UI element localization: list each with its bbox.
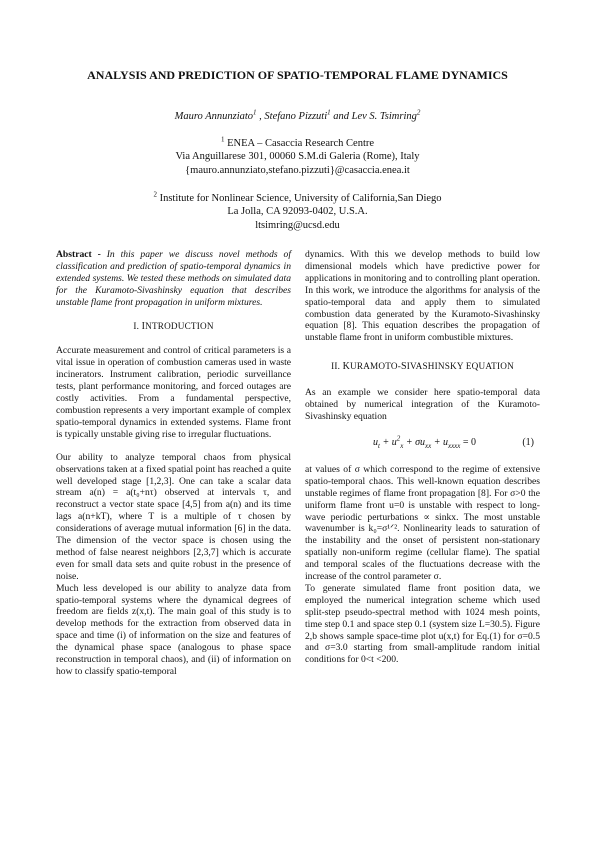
affiliation-email: {mauro.annunziato,stefano.pizzuti}@casaccia.enea.it [185,164,410,176]
author-name: Stefano Pizzuti [264,111,328,122]
section-title-rest: IVASHINSKY EQUATION [406,361,514,372]
body-paragraph: at values of σ which correspond to the regime of extensive spatio-temporal chaos. This well-known equation describes unstable regimes of flame front propagation [8]. For σ>0 the uniform flame front u=0 is unstable with respect to long-wave periodic perturbations ∝ sinkx. The most unstable wavenumber is k₀=σ¹ᐟ². Nonlinearity leads to saturation of the instability and the onset of persistent non-stationary spatially non-uniform regime (cellular flame). The spatial and temporal scales of the fluctuations decrease with the increase of the control parameter σ. [305,463,540,583]
section-initial: K [342,361,351,373]
author-separator: , [256,111,265,122]
section-initial: I [141,320,146,332]
section-title-rest: URAMOTO [350,361,398,372]
affiliation-mark: 2 [153,190,157,199]
author-affil-mark: 1 [253,108,257,117]
affiliation-address: La Jolla, CA 92093-0402, U.S.A. [227,206,368,218]
body-paragraph: Much less developed is our ability to analyze data from spatio-temporal systems where the dynamical degrees of freedom are fields z(x,t). The main goal of this study is to develop methods for the extraction from observed data in space and time (i) of information on the size and features of the dynamical phase space (analogous to phase space reconstruction in temporal chaos), and (ii) of information on how to classify spatio-temporal [56,582,291,677]
abstract-text: In this paper we discuss novel methods of classification and prediction of spatio-temporal dynamics in extended systems. We tested these methods on simulated data for the Kuramoto-Sivashinsky equation that describes unstable flame front propagation in uniform mixtures. [56,249,291,308]
abstract-label: Abstract - [56,249,101,260]
affiliation-2 [60,192,535,232]
body-paragraph: dynamics. With this we develop methods to build low dimensional models which have predictive power for applications in monitoring and to controlling plant operation. In this work, we introduce the algorithms for analysis of the spatio-temporal data and apply them to simulated combustion data generated by the Kuramoto-Sivashinsky equation [8]. This equation describes the propagation of unstable flame front in uniform combustible mixtures. [305,249,540,344]
body-paragraph: As an example we consider here spatio-temporal data obtained by numerical integration of the Kuramoto-Sivashinsky equation [305,387,540,422]
abstract [56,249,291,309]
author-name: Mauro Annunziato [174,111,254,122]
body-paragraph: To generate simulated flame front position data, we employed the numerical integration scheme which used split-step pseudo-spectral method with 1024 mesh points, time step 0.1 and space step 0.1 (system size L=30.5). Figure 2,b shows sample space-time plot u(x,t) for Eq.(1) for σ=0.5 and σ=3.0 starting from small-amplitude random initial conditions for 0<t <200. [305,582,540,666]
equation-1 [305,432,540,456]
equation-expression: $u_t + u^2_x + \sigma u_{xx} + u_{xxxx} = 0$ [373,434,477,450]
paper-title: ANALYSIS AND PREDICTION OF SPATIO-TEMPORAL FLAME DYNAMICS [87,68,508,82]
body-paragraph: Our ability to analyze temporal chaos from physical observations taken at a fixed spatial point has reached a quite well developed stage [1,2,3]. One can take a scalar data stream a(n) = a(t₀+nτ) observed at intervals τ, and reconstruct a vector state space [4,5] from a(n) and its time lags a(n+kT), where T is a multiple of τ chosen by considerations of average mutual information [6] in the data. The dimension of the vector space is chosen using the method of false nearest neighbors [2,3,7] which is accurate even for small data sets and quite robust in the presence of noise. [56,451,291,582]
author-affil-mark: 2 [416,108,421,117]
affiliation-name-line [60,137,535,150]
equation-number: (1) [522,436,534,448]
affiliation-email: ltsimring@ucsd.edu [255,219,340,231]
author-list [50,110,545,123]
section-heading-kuramoto-sivashinsky [305,361,540,373]
section-title-dash: - [397,361,401,372]
author-affil-mark: 1 [327,108,331,117]
section-initial: S [400,361,407,373]
section-heading-introduction [56,321,291,333]
left-column [56,249,291,678]
affiliation-institution: ENEA – Casaccia Research Centre [227,138,375,149]
affiliation-institution: Institute for Nonlinear Science, University of California,San Diego [159,193,442,204]
section-number: I. [133,320,140,331]
body-paragraph: Accurate measurement and control of critical parameters is a vital issue in operation of combustion cameras used in waste incinerators. Instrument calibration, periodic surveillance tests, plant performance monitoring, and forced outages are costly activities. From a fundamental perspective, combustion represents a very important example of complex spatio-temporal dynamics in extended systems. Flame front is typically unstable giving rise to irregular fluctuations. [56,345,291,440]
affiliation-mark: 1 [220,135,225,144]
section-number: II. [331,361,341,372]
affiliation-address: Via Anguillarese 301, 00060 S.M.di Galeria (Rome), Italy [175,151,420,163]
author-separator: and [330,111,352,122]
affiliation-1 [60,137,535,177]
author-name: Lev S. Tsimring [351,111,417,122]
affiliation-name-line [60,192,535,205]
right-column [305,249,540,666]
section-title-rest: NTRODUCTION [145,320,214,331]
